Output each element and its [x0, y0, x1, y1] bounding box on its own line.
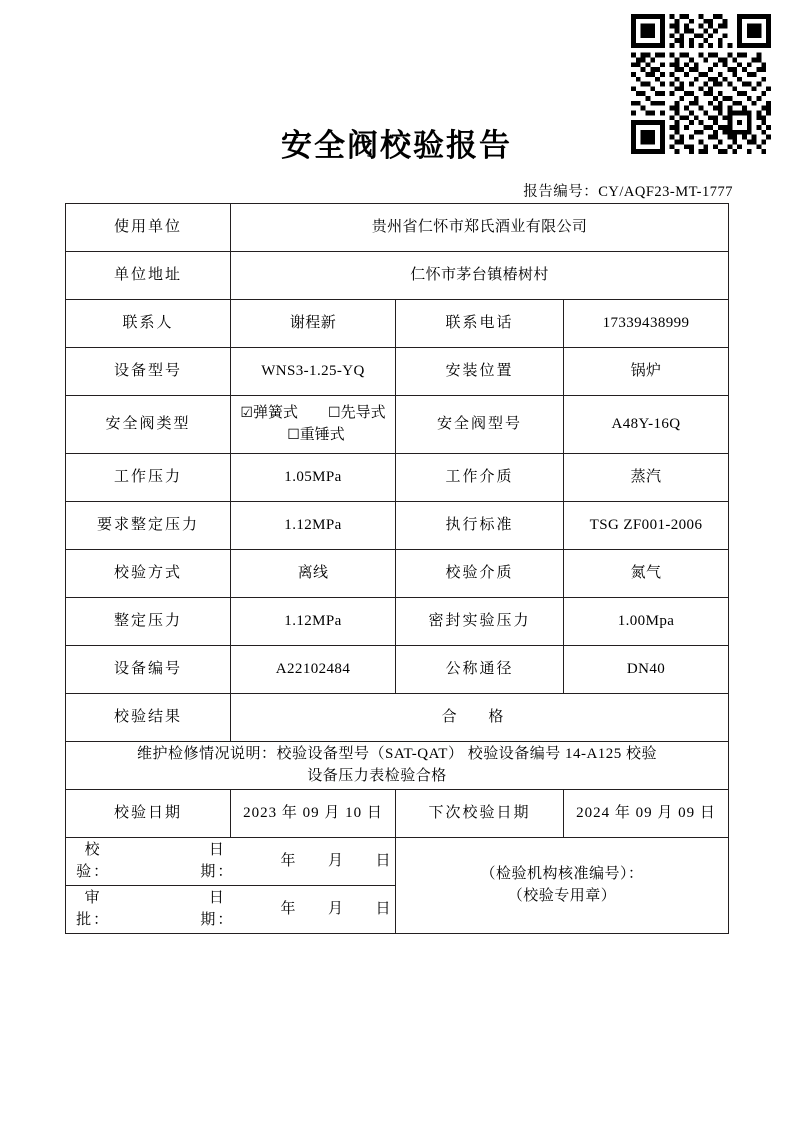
table-row — [66, 348, 729, 396]
valve-type-option-spring[interactable] — [240, 403, 298, 425]
phone-label: 联系电话 — [396, 300, 564, 348]
medium-label: 工作介质 — [396, 454, 564, 502]
day-char: 日 — [375, 900, 391, 917]
required-set-pressure-value: 1.12MPa — [231, 502, 396, 550]
report-number-label: 报告编号： — [523, 184, 599, 200]
checkbox-icon[interactable]: ☐ — [328, 405, 341, 421]
table-row — [66, 838, 729, 886]
report-table — [65, 203, 729, 934]
set-pressure-value: 1.12MPa — [231, 598, 396, 646]
month-char: 月 — [327, 900, 344, 917]
table-row — [66, 300, 729, 348]
device-no-value: A22102484 — [231, 646, 396, 694]
table-row — [66, 252, 729, 300]
valve-type-option-label: 弹簧式 — [252, 404, 298, 421]
table-row — [66, 502, 729, 550]
valve-model-label: 安全阀型号 — [396, 396, 564, 454]
year-char: 年 — [280, 900, 296, 917]
unit-value: 贵州省仁怀市郑氏酒业有限公司 — [231, 204, 729, 252]
phone-value: 17339438999 — [564, 300, 729, 348]
contact-value: 谢程新 — [231, 300, 396, 348]
valve-model-value: A48Y-16Q — [564, 396, 729, 454]
table-row — [66, 204, 729, 252]
table-row — [66, 790, 729, 838]
maintenance-notes — [66, 742, 729, 790]
report-number-value: CY/AQF23-MT-1777 — [598, 184, 733, 200]
table-row — [66, 742, 729, 790]
table-row — [66, 454, 729, 502]
valve-type-option-weight[interactable] — [287, 425, 345, 447]
day-char: 日 — [375, 852, 391, 869]
year-char: 年 — [280, 852, 296, 869]
verifier-signature-row — [66, 838, 396, 886]
table-row — [66, 598, 729, 646]
work-pressure-label: 工作压力 — [66, 454, 231, 502]
official-seal-text: （校验专用章） — [507, 887, 617, 904]
valve-type-option-label: 先导式 — [340, 404, 386, 421]
checkbox-checked-icon[interactable]: ☑ — [240, 405, 253, 421]
contact-label: 联系人 — [66, 300, 231, 348]
result-value: 合 格 — [231, 694, 729, 742]
address-value: 仁怀市茅台镇椿树村 — [231, 252, 729, 300]
stamp-area — [396, 838, 729, 934]
approver-label: 审批： — [76, 889, 111, 928]
maintenance-notes-line1: 维护检修情况说明：校验设备型号（SAT-QAT） 校验设备编号 14-A125 校验 — [136, 745, 658, 762]
table-row — [66, 550, 729, 598]
address-label: 单位地址 — [66, 252, 231, 300]
valve-type-options — [231, 396, 396, 454]
model-value: WNS3-1.25-YQ — [231, 348, 396, 396]
nominal-diameter-label: 公称通径 — [396, 646, 564, 694]
install-location-label: 安装位置 — [396, 348, 564, 396]
table-row — [66, 694, 729, 742]
approver-signature-row — [66, 886, 396, 934]
device-no-label: 设备编号 — [66, 646, 231, 694]
table-row — [66, 646, 729, 694]
valve-type-option-label: 重锤式 — [299, 426, 345, 443]
test-date-value: 2023 年 09 月 10 日 — [231, 790, 396, 838]
medium-value: 蒸汽 — [564, 454, 729, 502]
model-label: 设备型号 — [66, 348, 231, 396]
test-medium-label: 校验介质 — [396, 550, 564, 598]
table-row — [66, 396, 729, 454]
valve-type-option-pilot[interactable] — [328, 403, 386, 425]
test-method-value: 离线 — [231, 550, 396, 598]
valve-type-label: 安全阀类型 — [66, 396, 231, 454]
org-approval-number: （检验机构核准编号）： — [480, 865, 644, 882]
maintenance-notes-line2: 设备压力表检验合格 — [307, 767, 447, 784]
verifier-date-label: 日期： — [200, 841, 235, 880]
standard-value: TSG ZF001-2006 — [564, 502, 729, 550]
standard-label: 执行标准 — [396, 502, 564, 550]
month-char: 月 — [327, 852, 344, 869]
unit-label: 使用单位 — [66, 204, 231, 252]
required-set-pressure-label: 要求整定压力 — [66, 502, 231, 550]
approver-date-label: 日期： — [200, 889, 235, 928]
nominal-diameter-value: DN40 — [564, 646, 729, 694]
result-label: 校验结果 — [66, 694, 231, 742]
next-test-date-value: 2024 年 09 月 09 日 — [564, 790, 729, 838]
verifier-label: 校验： — [76, 841, 111, 880]
work-pressure-value: 1.05MPa — [231, 454, 396, 502]
seal-pressure-value: 1.00Mpa — [564, 598, 729, 646]
test-medium-value: 氮气 — [564, 550, 729, 598]
checkbox-icon[interactable]: ☐ — [287, 427, 300, 443]
report-number — [0, 180, 733, 201]
next-test-date-label: 下次校验日期 — [396, 790, 564, 838]
seal-pressure-label: 密封实验压力 — [396, 598, 564, 646]
page-title: 安全阀校验报告 — [281, 128, 512, 163]
install-location-value: 锅炉 — [564, 348, 729, 396]
test-method-label: 校验方式 — [66, 550, 231, 598]
test-date-label: 校验日期 — [66, 790, 231, 838]
set-pressure-label: 整定压力 — [66, 598, 231, 646]
